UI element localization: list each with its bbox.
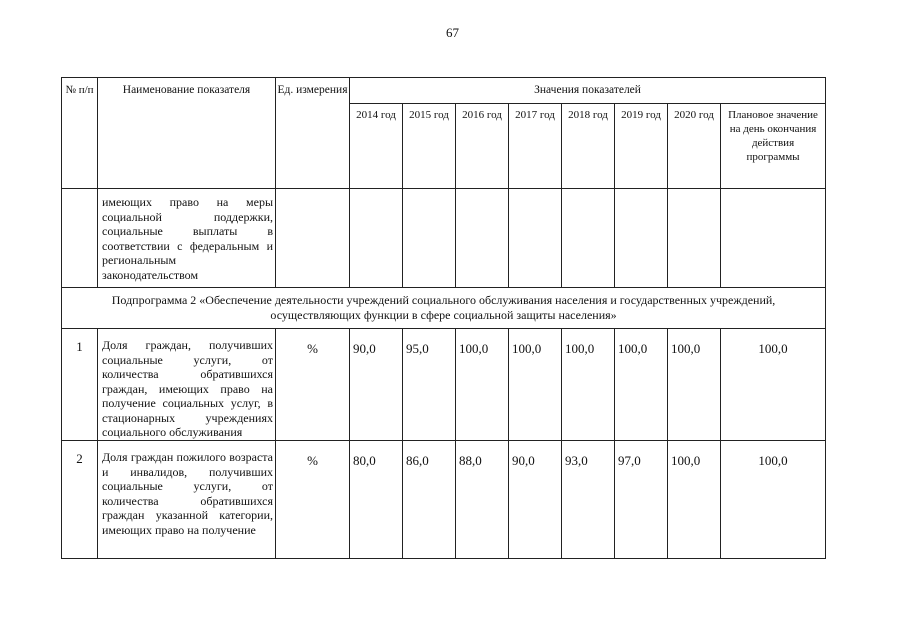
subprogram-title-cell <box>62 288 826 329</box>
row-value: 93,0 <box>565 453 588 468</box>
continued-num-cell <box>62 189 98 288</box>
row-value: 100,0 <box>671 341 701 356</box>
continued-value-cell <box>350 189 403 288</box>
header-unit-label: Ед. измерения <box>277 84 348 96</box>
row-name-cell <box>98 441 276 559</box>
header-year-label: 2017 год <box>515 109 555 121</box>
continued-row <box>62 189 826 288</box>
row-value: 90,0 <box>353 341 376 356</box>
continued-value-cell <box>615 189 668 288</box>
row-value-2019 <box>615 329 668 441</box>
header-unit-cell <box>276 78 350 189</box>
row-value: 100,0 <box>618 341 648 356</box>
continued-planned-cell <box>721 189 826 288</box>
row-name: Доля граждан пожилого возраста и инвалидов, получивших социальные услуги, от количества обратившихся граждан указанной категории, имеющих право на получение <box>102 450 273 537</box>
row-num: 1 <box>76 339 83 354</box>
row-value-2015 <box>403 441 456 559</box>
row-value: 100,0 <box>459 341 489 356</box>
header-name-cell <box>98 78 276 189</box>
row-num-cell <box>62 329 98 441</box>
header-year-2019 <box>615 104 668 189</box>
row-planned-cell <box>721 329 826 441</box>
row-value-2020 <box>668 329 721 441</box>
row-value: 80,0 <box>353 453 376 468</box>
row-name: Доля граждан, получивших социальные услуги, от количества обратившихся граждан, имеющих право на получение социальных услуг, в стационарных учреждениях социального обслуживания <box>102 338 273 439</box>
row-unit: % <box>307 453 318 468</box>
header-year-label: 2019 год <box>621 109 661 121</box>
row-num-cell <box>62 441 98 559</box>
header-values-group-label: Значения показателей <box>534 84 641 96</box>
row-value-2016 <box>456 441 509 559</box>
row-value-2014 <box>350 441 403 559</box>
continued-value-cell <box>403 189 456 288</box>
table-row <box>62 441 826 559</box>
header-year-label: 2014 год <box>356 109 396 121</box>
row-value: 90,0 <box>512 453 535 468</box>
continued-name-text: имеющих право на меры социальной поддержки, социальные выплаты в соответствии с федеральным и региональным законодательством <box>102 195 273 282</box>
header-year-label: 2020 год <box>674 109 714 121</box>
header-year-2020 <box>668 104 721 189</box>
header-num-label: № п/п <box>65 84 94 96</box>
header-year-label: 2018 год <box>568 109 608 121</box>
header-name-label: Наименование показателя <box>122 84 251 96</box>
row-unit-cell <box>276 329 350 441</box>
header-planned-cell <box>721 104 826 189</box>
subprogram-row <box>62 288 826 329</box>
continued-value-cell <box>668 189 721 288</box>
header-year-label: 2015 год <box>409 109 449 121</box>
row-value: 95,0 <box>406 341 429 356</box>
continued-value-cell <box>456 189 509 288</box>
header-num-cell <box>62 78 98 189</box>
continued-name-cell <box>98 189 276 288</box>
row-num: 2 <box>76 451 83 466</box>
row-value-2015 <box>403 329 456 441</box>
row-planned: 100,0 <box>758 341 788 356</box>
continued-value-cell <box>509 189 562 288</box>
subprogram-title: Подпрограмма 2 «Обеспечение деятельности учреждений социального обслуживания населения и государственных учреждений, осуществляющих функции в сфере социальной защиты населения» <box>111 293 776 322</box>
row-value-2018 <box>562 441 615 559</box>
row-value-2020 <box>668 441 721 559</box>
header-year-2015 <box>403 104 456 189</box>
row-value: 100,0 <box>512 341 542 356</box>
row-unit: % <box>307 341 318 356</box>
row-value-2014 <box>350 329 403 441</box>
row-value: 100,0 <box>671 453 701 468</box>
table-row <box>62 329 826 441</box>
header-year-2017 <box>509 104 562 189</box>
indicators-table <box>61 77 826 559</box>
row-value: 100,0 <box>565 341 595 356</box>
row-planned-cell <box>721 441 826 559</box>
page-number: 67 <box>446 25 459 40</box>
header-year-2018 <box>562 104 615 189</box>
row-value-2019 <box>615 441 668 559</box>
row-unit-cell <box>276 441 350 559</box>
row-value-2017 <box>509 441 562 559</box>
row-value-2016 <box>456 329 509 441</box>
header-year-label: 2016 год <box>462 109 502 121</box>
header-year-2016 <box>456 104 509 189</box>
row-value: 86,0 <box>406 453 429 468</box>
header-year-2014 <box>350 104 403 189</box>
row-name-cell <box>98 329 276 441</box>
header-row-top <box>62 78 826 104</box>
row-value: 97,0 <box>618 453 641 468</box>
row-value-2017 <box>509 329 562 441</box>
row-value: 88,0 <box>459 453 482 468</box>
header-values-group-cell <box>350 78 826 104</box>
header-planned-label: Плановое значение на день окончания действия программы <box>728 109 818 163</box>
row-planned: 100,0 <box>758 453 788 468</box>
row-value-2018 <box>562 329 615 441</box>
continued-unit-cell <box>276 189 350 288</box>
continued-value-cell <box>562 189 615 288</box>
